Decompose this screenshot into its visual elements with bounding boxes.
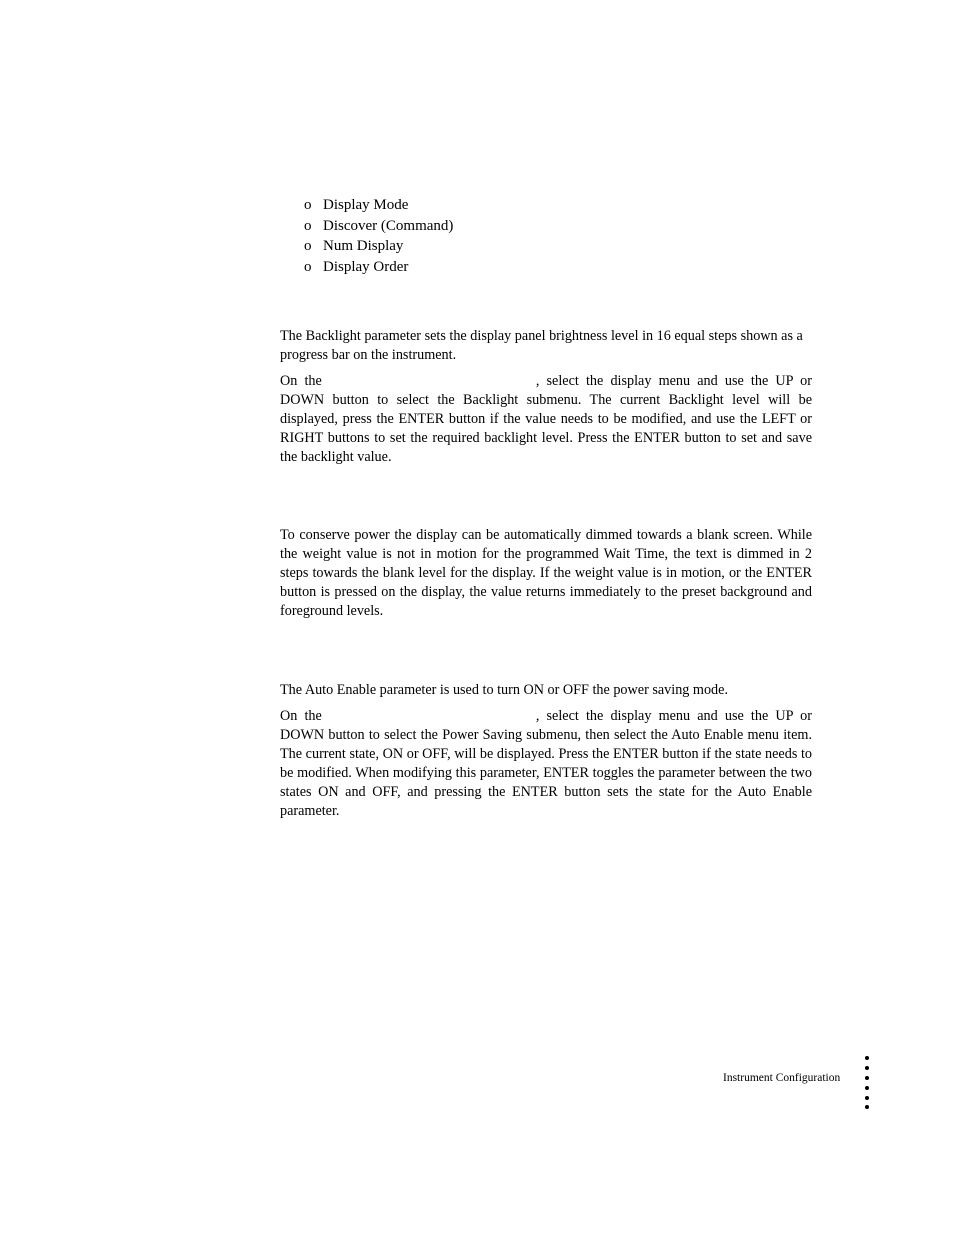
list-item <box>304 195 453 216</box>
dot <box>865 1096 869 1100</box>
power-saving-paragraph: To conserve power the display can be automatically dimmed towards a blank screen. While the weight value is not in motion for the programmed Wait Time, the text is dimmed in 2 steps towards the blank level for the display. If the weight value is in motion, or the ENTER button is pressed on the display, the value returns immediately to the preset background and foreground levels. <box>280 527 812 619</box>
list-item <box>304 216 453 237</box>
backlight-steps-body: , select the display menu and use the UP or DOWN button to select the Backlight submenu. The current Backlight level will be displayed, press the ENTER button if the value needs to be modified, and use the LEFT or RIGHT buttons to set the required backlight level. Press the ENTER button to set and save the backlight value. <box>280 373 812 465</box>
dot <box>865 1086 869 1090</box>
list-item-label: Discover (Command) <box>323 217 454 234</box>
bullet-marker: o <box>304 258 312 275</box>
bullet-marker: o <box>304 197 312 213</box>
auto-enable-intro-paragraph: The Auto Enable parameter is used to turn ON or OFF the power saving mode. <box>280 682 728 698</box>
backlight-intro-paragraph: The Backlight parameter sets the display panel brightness level in 16 equal steps shown as a progress bar on the instrument. <box>280 328 803 363</box>
footer-section-label: Instrument Configuration <box>723 1072 841 1084</box>
dot <box>865 1105 869 1109</box>
bullet-marker: o <box>304 217 312 234</box>
dot <box>865 1076 869 1080</box>
list-item-label: Display Mode <box>323 197 409 213</box>
backlight-steps-paragraph <box>280 372 812 467</box>
list-item-label: Num Display <box>323 238 404 254</box>
bullet-marker: o <box>304 238 312 254</box>
auto-enable-steps-body: , select the display menu and use the UP or DOWN button to select the Power Saving submenu, then select the Auto Enable menu item. The current state, ON or OFF, will be displayed. Press the ENTER button if the state needs to be modified. When modifying this parameter, ENTER toggles the parameter between the two states ON and OFF, and pressing the ENTER button sets the state for the Auto Enable parameter. <box>280 708 812 819</box>
dot <box>865 1056 869 1060</box>
display-options-list <box>304 195 453 277</box>
auto-enable-steps-lead: On the <box>280 708 322 724</box>
dot <box>865 1066 869 1070</box>
auto-enable-steps-paragraph <box>280 707 812 820</box>
list-item <box>304 257 453 278</box>
backlight-steps-lead: On the <box>280 373 322 389</box>
list-item-label: Display Order <box>323 258 409 275</box>
list-item <box>304 236 453 257</box>
